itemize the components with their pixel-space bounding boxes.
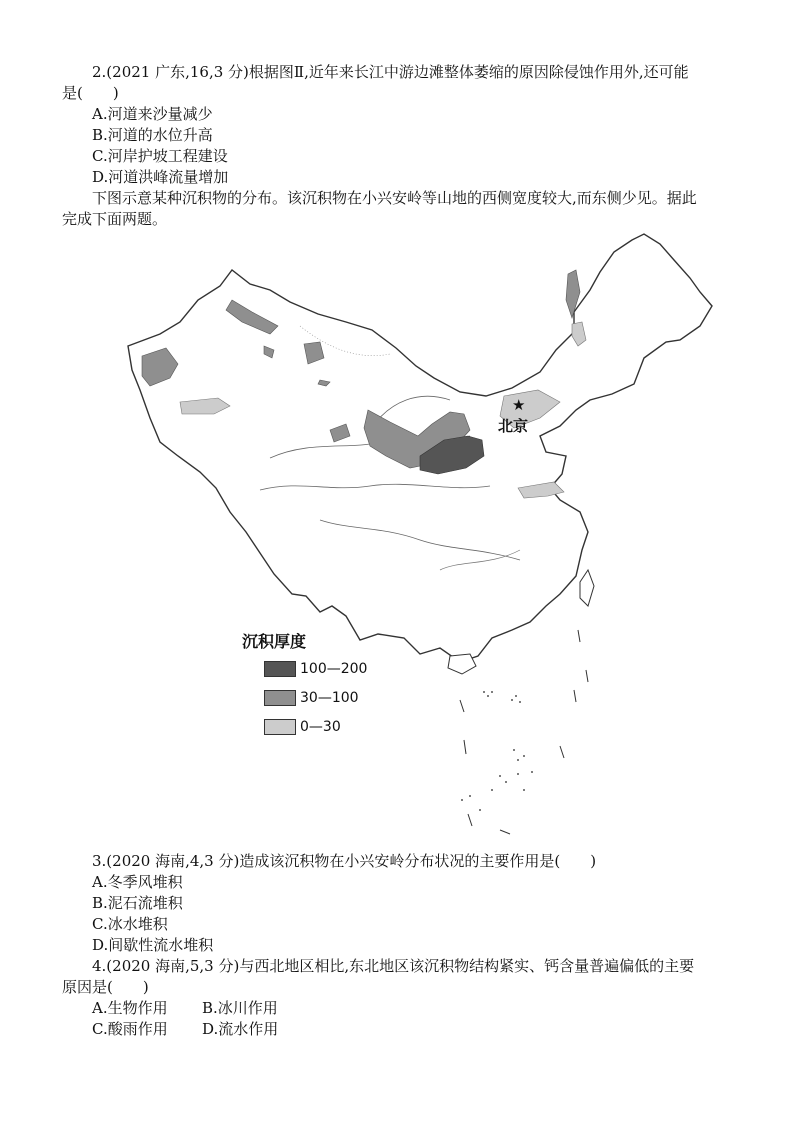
china-deposit-map — [120, 230, 740, 850]
q3-option-a: A.冬季风堆积 — [92, 873, 183, 891]
legend-swatch — [264, 661, 296, 677]
island-dots — [461, 691, 533, 811]
legend-item-0-30 — [264, 718, 341, 736]
legend-title: 沉积厚度 — [242, 632, 307, 651]
beijing-star-icon: ★ — [512, 396, 526, 414]
q4-option-d: D.流水作用 — [202, 1020, 279, 1038]
legend-label: 0—30 — [300, 719, 341, 735]
beijing-label: 北京 — [498, 417, 529, 435]
q4-stem-line2: 原因是( ) — [62, 978, 149, 996]
q4-stem-line1: 4.(2020 海南,5,3 分)与西北地区相比,东北地区该沉积物结构紧实、钙含量普遍偏低的主要 — [92, 957, 695, 975]
south-china-sea-islands — [460, 630, 588, 834]
hainan-island — [448, 654, 476, 674]
q3-option-c: C.冰水堆积 — [92, 915, 168, 933]
q4-option-c: C.酸雨作用 — [92, 1020, 168, 1038]
intro-line1: 下图示意某种沉积物的分布。该沉积物在小兴安岭等山地的西侧宽度较大,而东侧少见。据此 — [92, 189, 697, 207]
q2-option-a: A.河道来沙量减少 — [92, 105, 213, 123]
q4-option-b: B.冰川作用 — [202, 999, 278, 1017]
legend-swatch — [264, 719, 296, 735]
q2-option-d: D.河道洪峰流量增加 — [92, 168, 229, 186]
legend-label: 100—200 — [300, 661, 368, 677]
legend-item-100-200 — [264, 660, 367, 678]
legend-item-30-100 — [264, 689, 359, 707]
q4-option-a: A.生物作用 — [92, 999, 168, 1017]
q2-option-b: B.河道的水位升高 — [92, 126, 213, 144]
legend-label: 30—100 — [300, 690, 359, 706]
taiwan-island — [580, 570, 594, 606]
q2-option-c: C.河岸护坡工程建设 — [92, 147, 228, 165]
intro-line2: 完成下面两题。 — [62, 210, 168, 228]
legend-swatch — [264, 690, 296, 706]
q3-option-b: B.泥石流堆积 — [92, 894, 183, 912]
q2-stem-line1: 2.(2021 广东,16,3 分)根据图Ⅱ,近年来长江中游边滩整体萎缩的原因除侵蚀作用外,还可能 — [92, 63, 689, 81]
q3-option-d: D.间歇性流水堆积 — [92, 936, 214, 954]
q2-stem-line2: 是( ) — [62, 84, 119, 102]
q3-stem: 3.(2020 海南,4,3 分)造成该沉积物在小兴安岭分布状况的主要作用是( ) — [92, 852, 597, 870]
